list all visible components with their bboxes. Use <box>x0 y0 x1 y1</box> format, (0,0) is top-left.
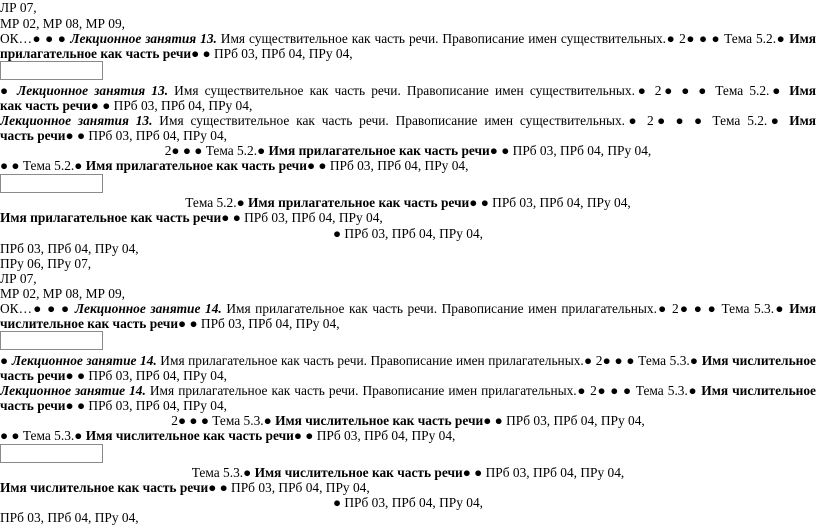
text-line: часть речи● ● ПРб 03, ПРб 04, ПРу 04, <box>0 368 228 383</box>
text-line: 2● ● ● Тема 5.3.● Имя числительное как часть речи● ● ПРб 03, ПРб 04, ПРу 04, <box>171 413 645 428</box>
text-line: часть речи● ● ПРб 03, ПРб 04, ПРу 04, <box>0 398 228 413</box>
text-line: МР 02, МР 08, МР 09, <box>0 286 126 301</box>
text-line: Тема 5.2.● Имя прилагательное как часть речи● ● ПРб 03, ПРб 04, ПРу 04, <box>185 195 631 210</box>
text-line: Лекционное занятие 14. Имя прилагательное как часть речи. Правописание имен прилагательных.● 2● ● ● Тема 5.3.● Имя числительное <box>0 383 816 398</box>
text-line: как часть речи● ● ПРб 03, ПРб 04, ПРу 04, <box>0 98 253 113</box>
text-line: ПРб 03, ПРб 04, ПРу 04, <box>0 510 139 525</box>
text-line: числительное как часть речи● ● ПРб 03, ПРб 04, ПРу 04, <box>0 316 340 331</box>
text-line: ● ПРб 03, ПРб 04, ПРу 04, <box>332 226 484 241</box>
text-line: Тема 5.3.● Имя числительное как часть речи● ● ПРб 03, ПРб 04, ПРу 04, <box>191 465 625 480</box>
text-line: часть речи● ● ПРб 03, ПРб 04, ПРу 04, <box>0 128 228 143</box>
text-line: Имя числительное как часть речи● ● ПРб 03, ПРб 04, ПРу 04, <box>0 480 370 495</box>
lecture-title: Лекционное занятия 13. <box>70 31 217 46</box>
lecture-title: Лекционное занятие 14. <box>11 353 157 368</box>
input-box[interactable] <box>0 61 103 80</box>
lecture-title: Лекционное занятие 14. <box>0 383 146 398</box>
text-line: Имя прилагательное как часть речи● ● ПРб 03, ПРб 04, ПРу 04, <box>0 210 383 225</box>
text-line: 2● ● ● Тема 5.2.● Имя прилагательное как часть речи● ● ПРб 03, ПРб 04, ПРу 04, <box>164 143 652 158</box>
text-line: МР 02, МР 08, МР 09, <box>0 16 126 31</box>
lecture-title: Лекционное занятия 13. <box>17 83 169 98</box>
text-line: ● Лекционное занятие 14. Имя прилагательное как часть речи. Правописание имен прилагательных.● 2● ● ● Тема 5.3.● Имя числительное <box>0 353 816 368</box>
text-line: ● ● Тема 5.3.● Имя числительное как часть речи● ● ПРб 03, ПРб 04, ПРу 04, <box>0 428 456 443</box>
input-box[interactable] <box>0 444 103 463</box>
text-line: прилагательное как часть речи● ● ПРб 03, ПРб 04, ПРу 04, <box>0 46 353 61</box>
text-line: ● ● Тема 5.2.● Имя прилагательное как часть речи● ● ПРб 03, ПРб 04, ПРу 04, <box>0 158 469 173</box>
text-line: ЛР 07, <box>0 0 37 15</box>
text-line: ● Лекционное занятия 13. Имя существительное как часть речи. Правописание имен существительных.● 2● ● ● Тема 5.2.● Имя <box>0 83 816 98</box>
text-line: ● ПРб 03, ПРб 04, ПРу 04, <box>332 495 484 510</box>
text-line: ПРу 06, ПРу 07, <box>0 256 92 271</box>
text-line: Лекционное занятия 13. Имя существительное как часть речи. Правописание имен существительных.● 2● ● ● Тема 5.2.● Имя <box>0 113 816 128</box>
input-box[interactable] <box>0 174 103 193</box>
text-line: ОК…● ● ● Лекционное занятия 13. Имя существительное как часть речи. Правописание имен существительных.● 2● ● ● Тема 5.2.● Имя <box>0 31 816 46</box>
input-box[interactable] <box>0 331 103 350</box>
text-line: ОК…● ● ● Лекционное занятие 14. Имя прилагательное как часть речи. Правописание имен прилагательных.● 2● ● ● Тема 5.3.● Имя <box>0 301 816 316</box>
text-line: ЛР 07, <box>0 271 37 286</box>
lecture-title: Лекционное занятие 14. <box>74 301 222 316</box>
lecture-title: Лекционное занятия 13. <box>0 113 153 128</box>
text-line: ПРб 03, ПРб 04, ПРу 04, <box>0 241 139 256</box>
